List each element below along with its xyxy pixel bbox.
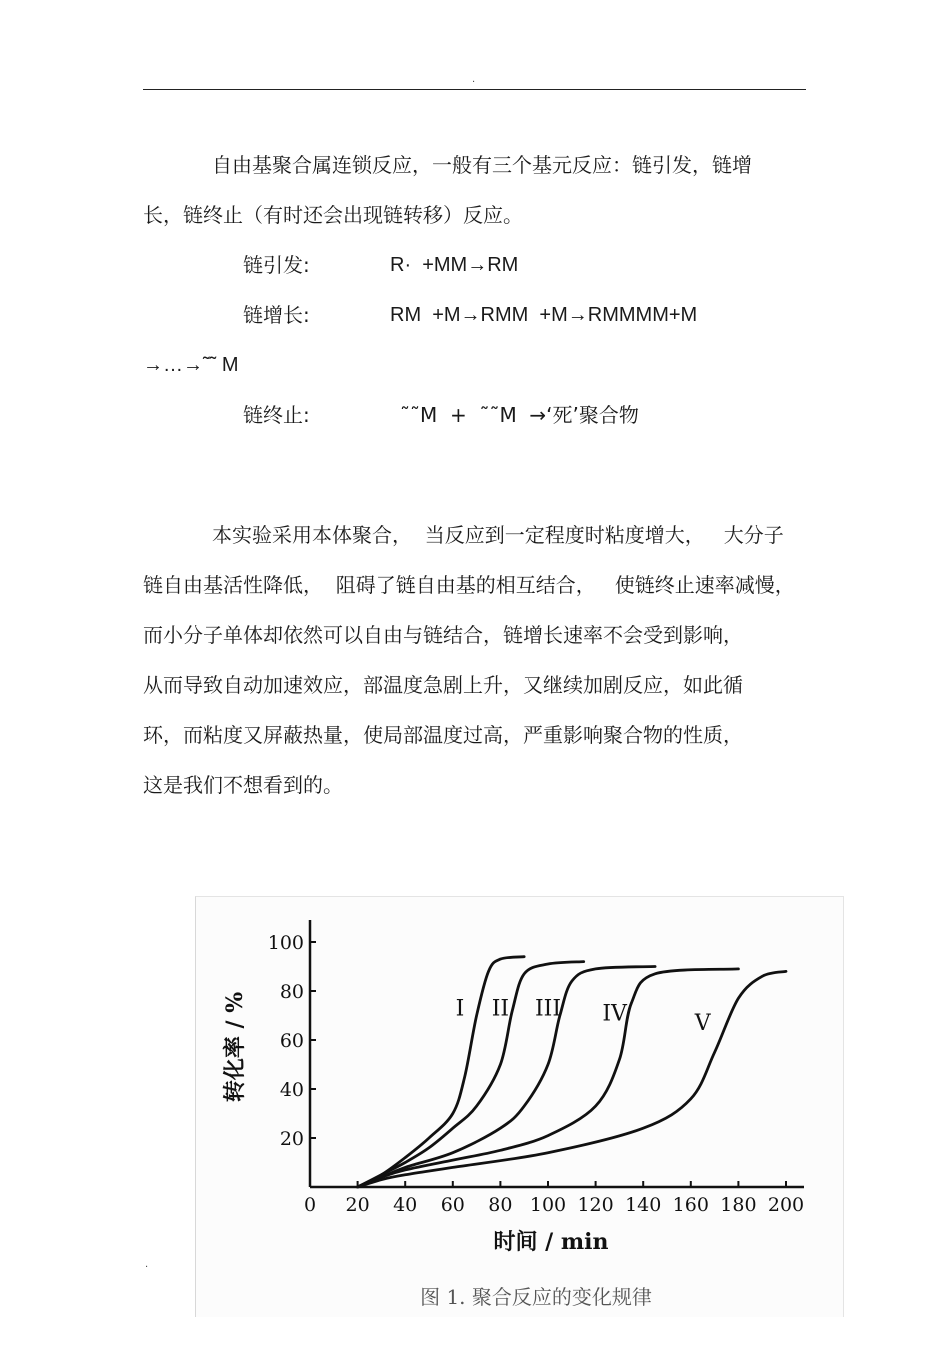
paragraph2-line6: 这是我们不想看到的。 bbox=[143, 773, 343, 797]
y-tick-label: 60 bbox=[279, 1030, 304, 1052]
conversion-chart bbox=[196, 897, 843, 1317]
series-label-i: I bbox=[455, 996, 465, 1022]
propagation-formula: RM +M→RMM +M→RMMMM+M bbox=[390, 304, 698, 326]
y-tick-label: 40 bbox=[279, 1079, 304, 1101]
footer-dot: . bbox=[145, 1259, 149, 1270]
x-tick-label: 100 bbox=[529, 1194, 567, 1216]
termination-formula: ˜˜M + ˜˜M →‘死’聚合物 bbox=[400, 403, 639, 427]
y-axis-label: 转化率 / % bbox=[222, 991, 248, 1103]
paragraph2-line2: 链自由基活性降低， 阻碍了链自由基的相互结合， 使链终止速率减慢， bbox=[143, 573, 795, 597]
series-label-v: V bbox=[694, 1011, 711, 1037]
x-tick-label: 120 bbox=[577, 1194, 614, 1216]
x-tick-label: 180 bbox=[720, 1194, 757, 1216]
series-label-iii: III bbox=[534, 996, 562, 1022]
figure-caption: 图 1. 聚合反应的变化规律 bbox=[420, 1285, 652, 1309]
x-tick-label: 20 bbox=[345, 1194, 370, 1216]
propagation-label: 链增长: bbox=[243, 303, 310, 327]
paragraph2-line1: 本实验采用本体聚合， 当反应到一定程度时粘度增大， 大分子 bbox=[212, 523, 784, 547]
header-dot: . bbox=[472, 74, 476, 85]
series-label-ii: II bbox=[491, 996, 510, 1022]
paragraph2-line3: 而小分子单体却依然可以自由与链结合，链增长速率不会受到影响， bbox=[143, 623, 743, 647]
series-curve-i bbox=[358, 957, 525, 1187]
series-curve-v bbox=[358, 971, 786, 1187]
x-tick-label: 200 bbox=[767, 1194, 805, 1216]
initiation-label: 链引发: bbox=[243, 253, 310, 277]
series-label-iv: IV bbox=[602, 1001, 627, 1027]
y-tick-label: 20 bbox=[279, 1128, 304, 1150]
x-tick-label: 40 bbox=[393, 1194, 418, 1216]
x-tick-label: 140 bbox=[625, 1194, 662, 1216]
paragraph1-line1: 自由基聚合属连锁反应，一般有三个基元反应：链引发，链增 bbox=[212, 153, 752, 177]
paragraph1-line2: 长，链终止（有时还会出现链转移）反应。 bbox=[143, 203, 523, 227]
termination-label: 链终止: bbox=[243, 403, 310, 427]
x-tick-label: 80 bbox=[488, 1194, 513, 1216]
paragraph2-line5: 环，而粘度又屏蔽热量，使局部温度过高，严重影响聚合物的性质， bbox=[143, 723, 743, 747]
x-tick-label: 0 bbox=[303, 1194, 317, 1216]
x-tick-label: 60 bbox=[440, 1194, 465, 1216]
figure-frame bbox=[195, 896, 844, 1317]
paragraph2-line4: 从而导致自动加速效应，部温度急剧上升，又继续加剧反应，如此循 bbox=[143, 673, 743, 697]
x-tick-label: 160 bbox=[672, 1194, 709, 1216]
header-rule bbox=[143, 89, 806, 90]
initiation-formula: R· +MM→RM bbox=[390, 254, 519, 276]
propagation-continuation: →…→˜˜ M bbox=[143, 354, 239, 376]
y-tick-label: 80 bbox=[279, 981, 304, 1003]
x-axis-label: 时间 / min bbox=[493, 1229, 609, 1255]
y-tick-label: 100 bbox=[267, 932, 304, 954]
